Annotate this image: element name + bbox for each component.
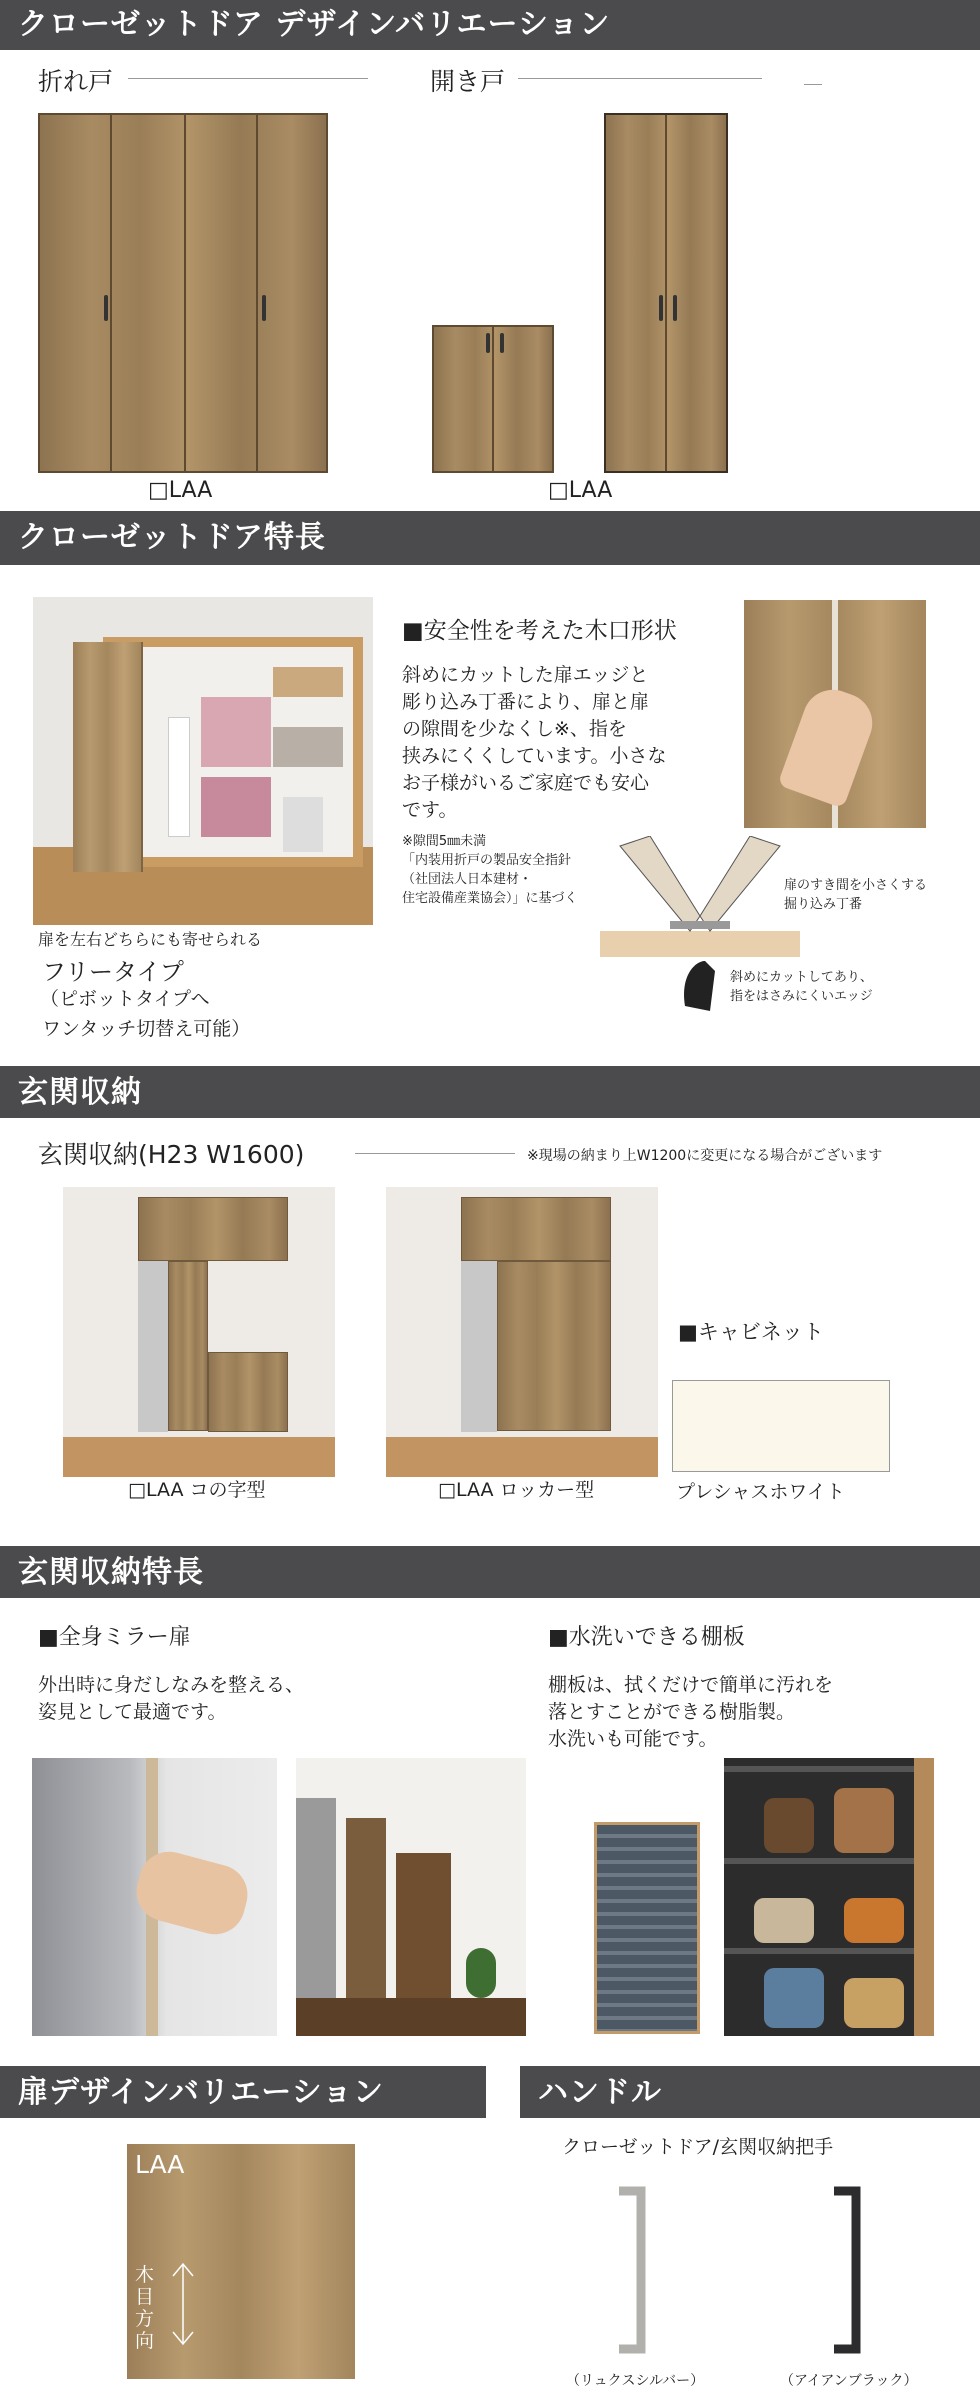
cabinet-color-name: プレシャスホワイト (676, 1481, 845, 1503)
safety-note: ※隙間5㎜未満 「内装用折戸の製品安全指針 （社団法人日本建材・ 住宅設備産業協会）」に基づく (402, 834, 578, 906)
folding-door-image (38, 113, 328, 473)
shelf-board-photo (594, 1822, 700, 2034)
shoe-shelf-photo (724, 1758, 934, 2036)
divider (355, 1153, 515, 1154)
handle-subtitle: クローゼットドア/玄関収納把手 (562, 2136, 834, 2158)
cabinet-label: ■キャビネット (678, 1320, 824, 1344)
hinge-diagram (600, 836, 800, 1036)
free-type-title: フリータイプ (42, 958, 184, 986)
divider (128, 78, 368, 79)
entrance-hall-photo (296, 1758, 526, 2036)
free-type-sub1: （ピボットタイプへ (40, 988, 210, 1010)
black-handle-icon (830, 2185, 870, 2355)
swing-door-short-image (432, 325, 554, 473)
mirror-heading: ■全身ミラー扉 (38, 1625, 191, 1650)
swing-door-label: 開き戸 (430, 67, 506, 96)
section-title-entrance-features: 玄関収納特長 (0, 1546, 980, 1598)
swing-door-caption: □LAA (548, 478, 613, 503)
laa-wood-sample (127, 2144, 355, 2379)
mirror-body: 外出時に身だしなみを整える、 姿見として最適です。 (38, 1674, 305, 1723)
section-title-closet-features: クローゼットドア特長 (0, 511, 980, 565)
entrance-storage-subtitle: 玄関収納(H23 W1600) (38, 1140, 305, 1169)
safety-heading: ■安全性を考えた木口形状 (402, 618, 677, 644)
grain-direction-arrow-icon (171, 2262, 195, 2346)
closet-interior-photo (33, 597, 373, 925)
silver-handle-caption: （リュクスシルバー） (566, 2373, 705, 2389)
mirror-door-photo (32, 1758, 277, 2036)
sample-name: LAA (135, 2150, 185, 2179)
section-title-handle: ハンドル (520, 2066, 980, 2118)
section-title-entrance-storage: 玄関収納 (0, 1066, 980, 1118)
black-handle-caption: （アイアンブラック） (780, 2373, 918, 2389)
door-edge-hand-photo (744, 600, 926, 828)
safety-body: 斜めにカットした扉エッジと 彫り込み丁番により、扉と扉 の隙間を少なくし※、指を 挟みにくくしています。小さな お子様がいるご家庭でも安心 です。 (402, 664, 667, 821)
section-title-design-variation: クローゼットドア デザインバリエーション (0, 0, 980, 50)
shelf-body: 棚板は、拭くだけで簡単に汚れを 落とすことができる樹脂製。 水洗いも可能です。 (548, 1674, 834, 1750)
entrance-u-shape-photo (63, 1187, 335, 1477)
swing-door-tall-image (604, 113, 728, 473)
edge-label: 斜めにカットしてあり、 指をはさみにくいエッジ (730, 970, 873, 1004)
section-title-door-design: 扉デザインバリエーション (0, 2066, 486, 2118)
gap-label: 扉のすき間を小さくする 掘り込み丁番 (784, 878, 928, 912)
divider (804, 84, 822, 85)
silver-handle-icon (615, 2185, 655, 2355)
folding-door-caption: □LAA (148, 478, 213, 503)
entrance-locker-photo (386, 1187, 658, 1477)
grain-direction-label: 木目方向 (135, 2264, 155, 2352)
free-type-small-text: 扉を左右どちらにも寄せられる (38, 930, 263, 949)
locker-caption: □LAA ロッカー型 (438, 1479, 595, 1501)
u-shape-caption: □LAA コの字型 (128, 1479, 266, 1501)
free-type-sub2: ワンタッチ切替え可能） (42, 1018, 251, 1040)
folding-door-label: 折れ戸 (38, 67, 114, 96)
entrance-storage-note: ※現場の納まり上W1200に変更になる場合がございます (527, 1148, 883, 1164)
shelf-heading: ■水洗いできる棚板 (548, 1625, 745, 1650)
cabinet-color-swatch (672, 1380, 890, 1472)
divider (518, 78, 762, 79)
